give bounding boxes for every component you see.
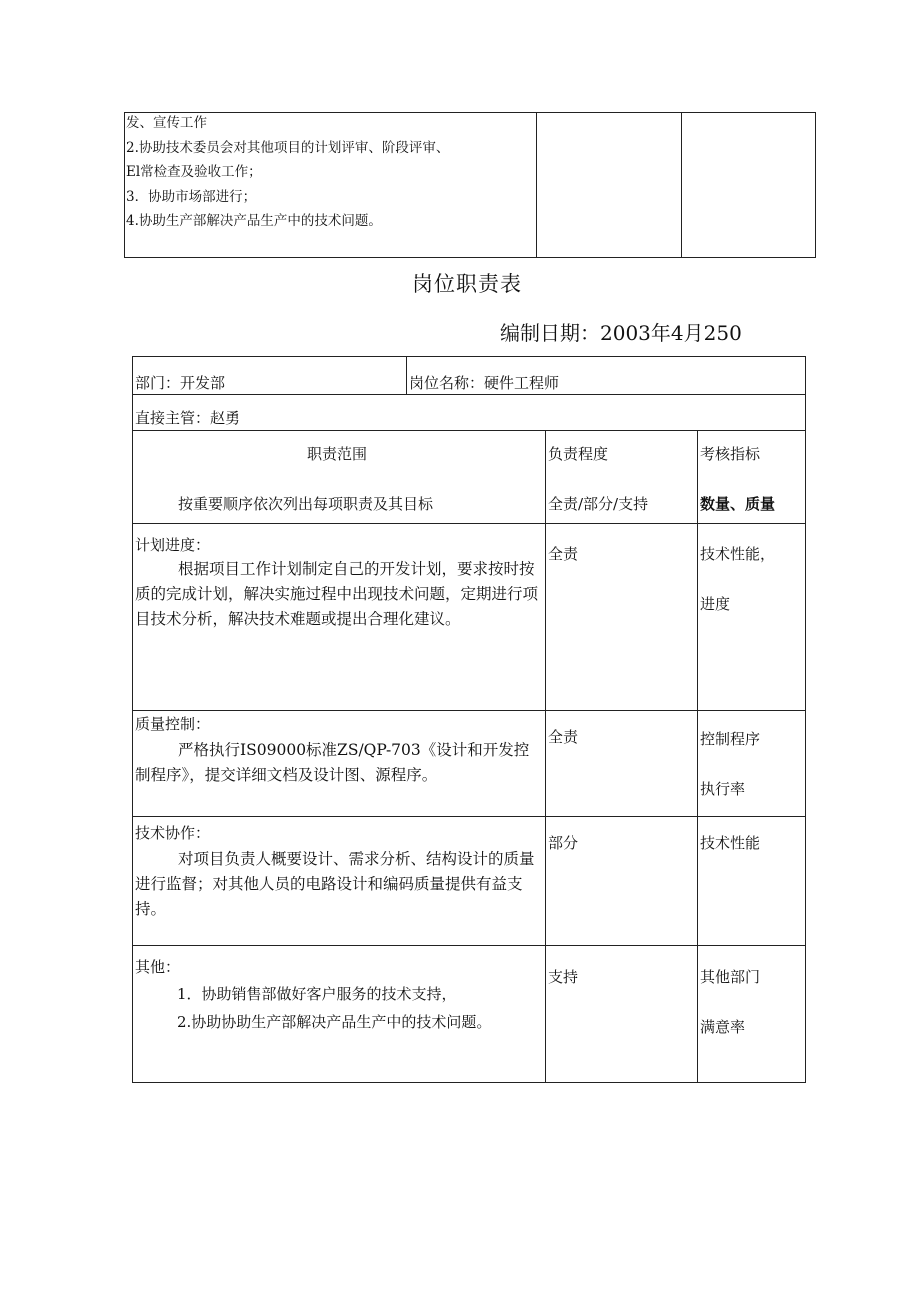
row4-item-1: 1．协助销售部做好客户服务的技术支持，: [177, 985, 457, 1003]
supervisor-label: 直接主管：赵勇: [135, 409, 241, 427]
page-title: 岗位职责表: [412, 272, 522, 296]
row2-degree: 全责: [548, 728, 579, 746]
top-line-3: El常检查及验收工作；: [126, 164, 262, 180]
top-line-1: 发、宣传工作: [126, 115, 207, 131]
position-label: 岗位名称：硬件工程师: [409, 374, 560, 392]
department-label: 部门：开发部: [135, 374, 226, 392]
row2-kpi-1: 控制程序: [700, 730, 761, 748]
scope-title: 职责范围: [307, 445, 368, 463]
degree-subtitle: 全责/部分/支持: [548, 495, 649, 513]
row1-body: 根据项目工作计划制定自己的开发计划，要求按时按质的完成计划，解决实施过程中出现技术问题，定期进行项目技术分析，解决技术难题或提出合理化建议。: [135, 560, 539, 628]
row1-heading: 计划进度：: [135, 536, 211, 554]
compile-date: 编制日期：2003年4月250: [500, 321, 742, 345]
row3-body: 对项目负责人概要设计、需求分析、结构设计的质量进行监督；对其他人员的电路设计和编码质量提供有益支持。: [135, 850, 535, 918]
scope-subtitle: 按重要顺序依次列出每项职责及其目标: [178, 495, 434, 513]
row2-body: 严格执行IS09000标准ZS/QP-703《设计和开发控制程序》，提交详细文档及设计图、源程序。: [135, 741, 530, 784]
row1-kpi-1: 技术性能，: [700, 545, 776, 563]
row1-degree: 全责: [548, 545, 579, 563]
top-line-4: 3．协助市场部进行；: [126, 189, 257, 205]
row3-degree: 部分: [548, 834, 579, 852]
row4-item-2: 2.协助协助生产部解决产品生产中的技术问题。: [177, 1013, 492, 1031]
row3-kpi-1: 技术性能: [700, 834, 761, 852]
row4-kpi-1: 其他部门: [700, 968, 761, 986]
row2-kpi-2: 执行率: [700, 780, 746, 798]
row2-heading: 质量控制：: [135, 715, 211, 733]
degree-title: 负责程度: [548, 445, 609, 463]
row4-heading: 其他：: [135, 958, 181, 976]
row1-kpi-2: 进度: [700, 595, 731, 613]
kpi-subtitle: 数量、质量: [700, 495, 776, 513]
kpi-title: 考核指标: [700, 445, 761, 463]
top-line-2: 2.协助技术委员会对其他项目的计划评审、阶段评审、: [126, 140, 450, 156]
row4-degree: 支持: [548, 968, 579, 986]
row4-kpi-2: 满意率: [700, 1018, 746, 1036]
top-line-5: 4.协助生产部解决产品生产中的技术问题。: [126, 213, 382, 229]
row3-heading: 技术协作：: [135, 824, 211, 842]
